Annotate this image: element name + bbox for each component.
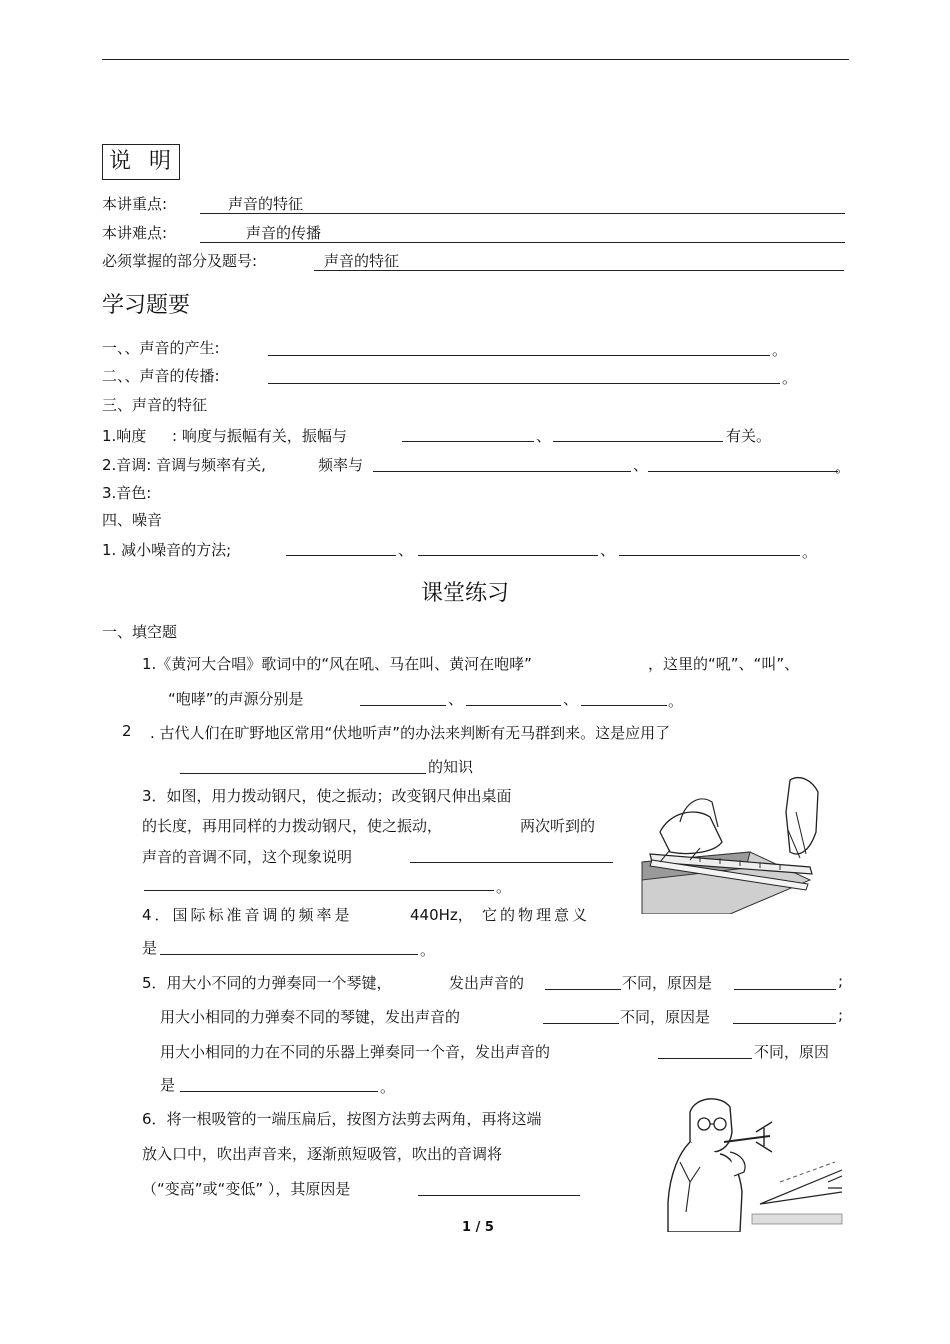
loudness-end: 有关。 (726, 427, 772, 445)
q5-text-a: 5．用大小不同的力弹奏同一个琴键， (142, 974, 392, 992)
must-value: 声音的特征 (324, 252, 400, 270)
q3-text-b: 的长度，再用同样的力拨动钢尺，使之振动， (142, 817, 443, 835)
loudness-sep: 、 (536, 427, 552, 445)
loudness-blank2 (553, 441, 723, 442)
q4-text-b: 它的物理意义 (482, 906, 591, 924)
item2-end: 。 (782, 369, 798, 387)
q1-text-a: 1.《黄河大合唱》歌词中的“风在吼、马在叫、黄河在咆哮” (142, 655, 532, 673)
q5-text-f: 用大小相同的力在不同的乐器上弹奏同一个音，发出声音的 (160, 1043, 551, 1061)
noise-blank2 (418, 555, 598, 556)
page-number: 1 / 5 (462, 1220, 494, 1235)
q2-text-b: 的知识 (428, 758, 474, 776)
pitch-text: 频率与 (318, 456, 364, 474)
noise-label: 1. 减小噪音的方法; (102, 541, 232, 559)
ruler-figure (640, 772, 840, 914)
explain-heading: 说明 (102, 144, 180, 180)
q5-text-c: 不同，原因是 (622, 974, 713, 992)
q4-frequency: 440Hz， (410, 906, 473, 924)
outline-item1: 一、、声音的产生: (102, 339, 220, 357)
outline-item2: 二、、声音的传播: (102, 367, 220, 385)
straw-figure (660, 1092, 850, 1232)
outline-item4: 四、噪音 (102, 511, 163, 529)
must-label: 必须掌握的部分及题号: (102, 252, 258, 270)
q1-blank3 (581, 705, 667, 706)
q1-end: 。 (668, 692, 684, 710)
q4-text-c: 是 (142, 939, 158, 957)
q1-text-c: “咆哮”的声源分别是 (168, 690, 304, 708)
q1-sep2: 、 (563, 690, 579, 708)
pitch-blank2 (648, 471, 838, 472)
q1-blank1 (360, 705, 446, 706)
loudness-blank1 (402, 441, 534, 442)
q5-semicolon1: ; (838, 972, 844, 990)
section-fill-blank: 一、填空题 (102, 623, 178, 641)
q5-blank2 (734, 989, 836, 990)
q6-text-b: 放入口中，吹出声音来，逐渐煎短吸管，吹出的音调将 (142, 1145, 503, 1163)
q4-text-a: 4．国际标准音调的频率是 (142, 906, 353, 924)
pitch-label: 2.音调: 音调与频率有关, (102, 456, 266, 474)
q5-text-h: 是 (160, 1076, 176, 1094)
q5-text-b: 发出声音的 (449, 974, 525, 992)
pitch-blank1 (373, 471, 631, 472)
item1-end: 。 (772, 341, 788, 359)
q2-text-a: . 古代人们在旷野地区常用“伏地听声”的办法来判断有无马群到来。这是应用了 (150, 724, 671, 742)
item1-blank (268, 355, 770, 356)
noise-sep2: 、 (600, 541, 616, 559)
noise-sep1: 、 (398, 541, 414, 559)
q4-blank (160, 954, 418, 955)
q1-text-b: ，这里的“吼”、“叫”、 (648, 655, 800, 673)
q5-blank6 (180, 1091, 378, 1092)
q5-blank5 (658, 1058, 752, 1059)
q3-text-d: 声音的音调不同，这个现象说明 (142, 848, 353, 866)
q3-blank1 (410, 862, 613, 863)
q6-text-a: 6．将一根吸管的一端压扁后，按图方法剪去两角，再将这端 (142, 1110, 542, 1128)
outline-item3: 三、声音的特征 (102, 396, 208, 414)
difficult-label: 本讲难点: (102, 224, 168, 242)
pitch-sep: 、 (633, 456, 649, 474)
q5-blank4 (733, 1023, 836, 1024)
difficult-value: 声音的传播 (246, 224, 322, 242)
q4-end: 。 (420, 941, 436, 959)
noise-end: 。 (802, 543, 818, 561)
exercise-title: 课堂练习 (421, 581, 510, 606)
q5-text-e: 不同，原因是 (620, 1008, 711, 1026)
q6-blank (418, 1195, 580, 1196)
loudness-label: 1.响度 (102, 427, 147, 445)
q3-end: 。 (496, 878, 512, 896)
key-value: 声音的特征 (228, 195, 304, 213)
q5-text-d: 用大小相同的力弹奏不同的琴键，发出声音的 (160, 1008, 461, 1026)
q5-semicolon2: ; (838, 1006, 844, 1024)
q3-text-a: 3．如图，用力拨动钢尺，使之振动；改变钢尺伸出桌面 (142, 787, 512, 805)
q5-blank3 (543, 1023, 619, 1024)
pitch-end: 。 (835, 458, 851, 476)
loudness-text: : 响度与振幅有关，振幅与 (172, 427, 347, 445)
q2-blank (180, 773, 426, 774)
q2-number: 2 (122, 722, 132, 740)
outline-title: 学习题要 (102, 293, 191, 318)
noise-blank3 (619, 555, 800, 556)
q1-sep1: 、 (448, 690, 464, 708)
q3-blank2 (144, 890, 494, 891)
noise-blank1 (286, 555, 396, 556)
item2-blank (268, 383, 780, 384)
q6-text-c: （“变高”或“变低” ），其原因是 (142, 1180, 351, 1198)
timbre-label: 3.音色: (102, 484, 152, 502)
q5-end: 。 (380, 1078, 396, 1096)
top-rule (102, 59, 849, 60)
q5-text-g: 不同，原因 (754, 1043, 830, 1061)
q5-blank1 (545, 989, 621, 990)
q3-text-c: 两次听到的 (520, 817, 596, 835)
q1-blank2 (466, 705, 561, 706)
key-label: 本讲重点: (102, 195, 168, 213)
